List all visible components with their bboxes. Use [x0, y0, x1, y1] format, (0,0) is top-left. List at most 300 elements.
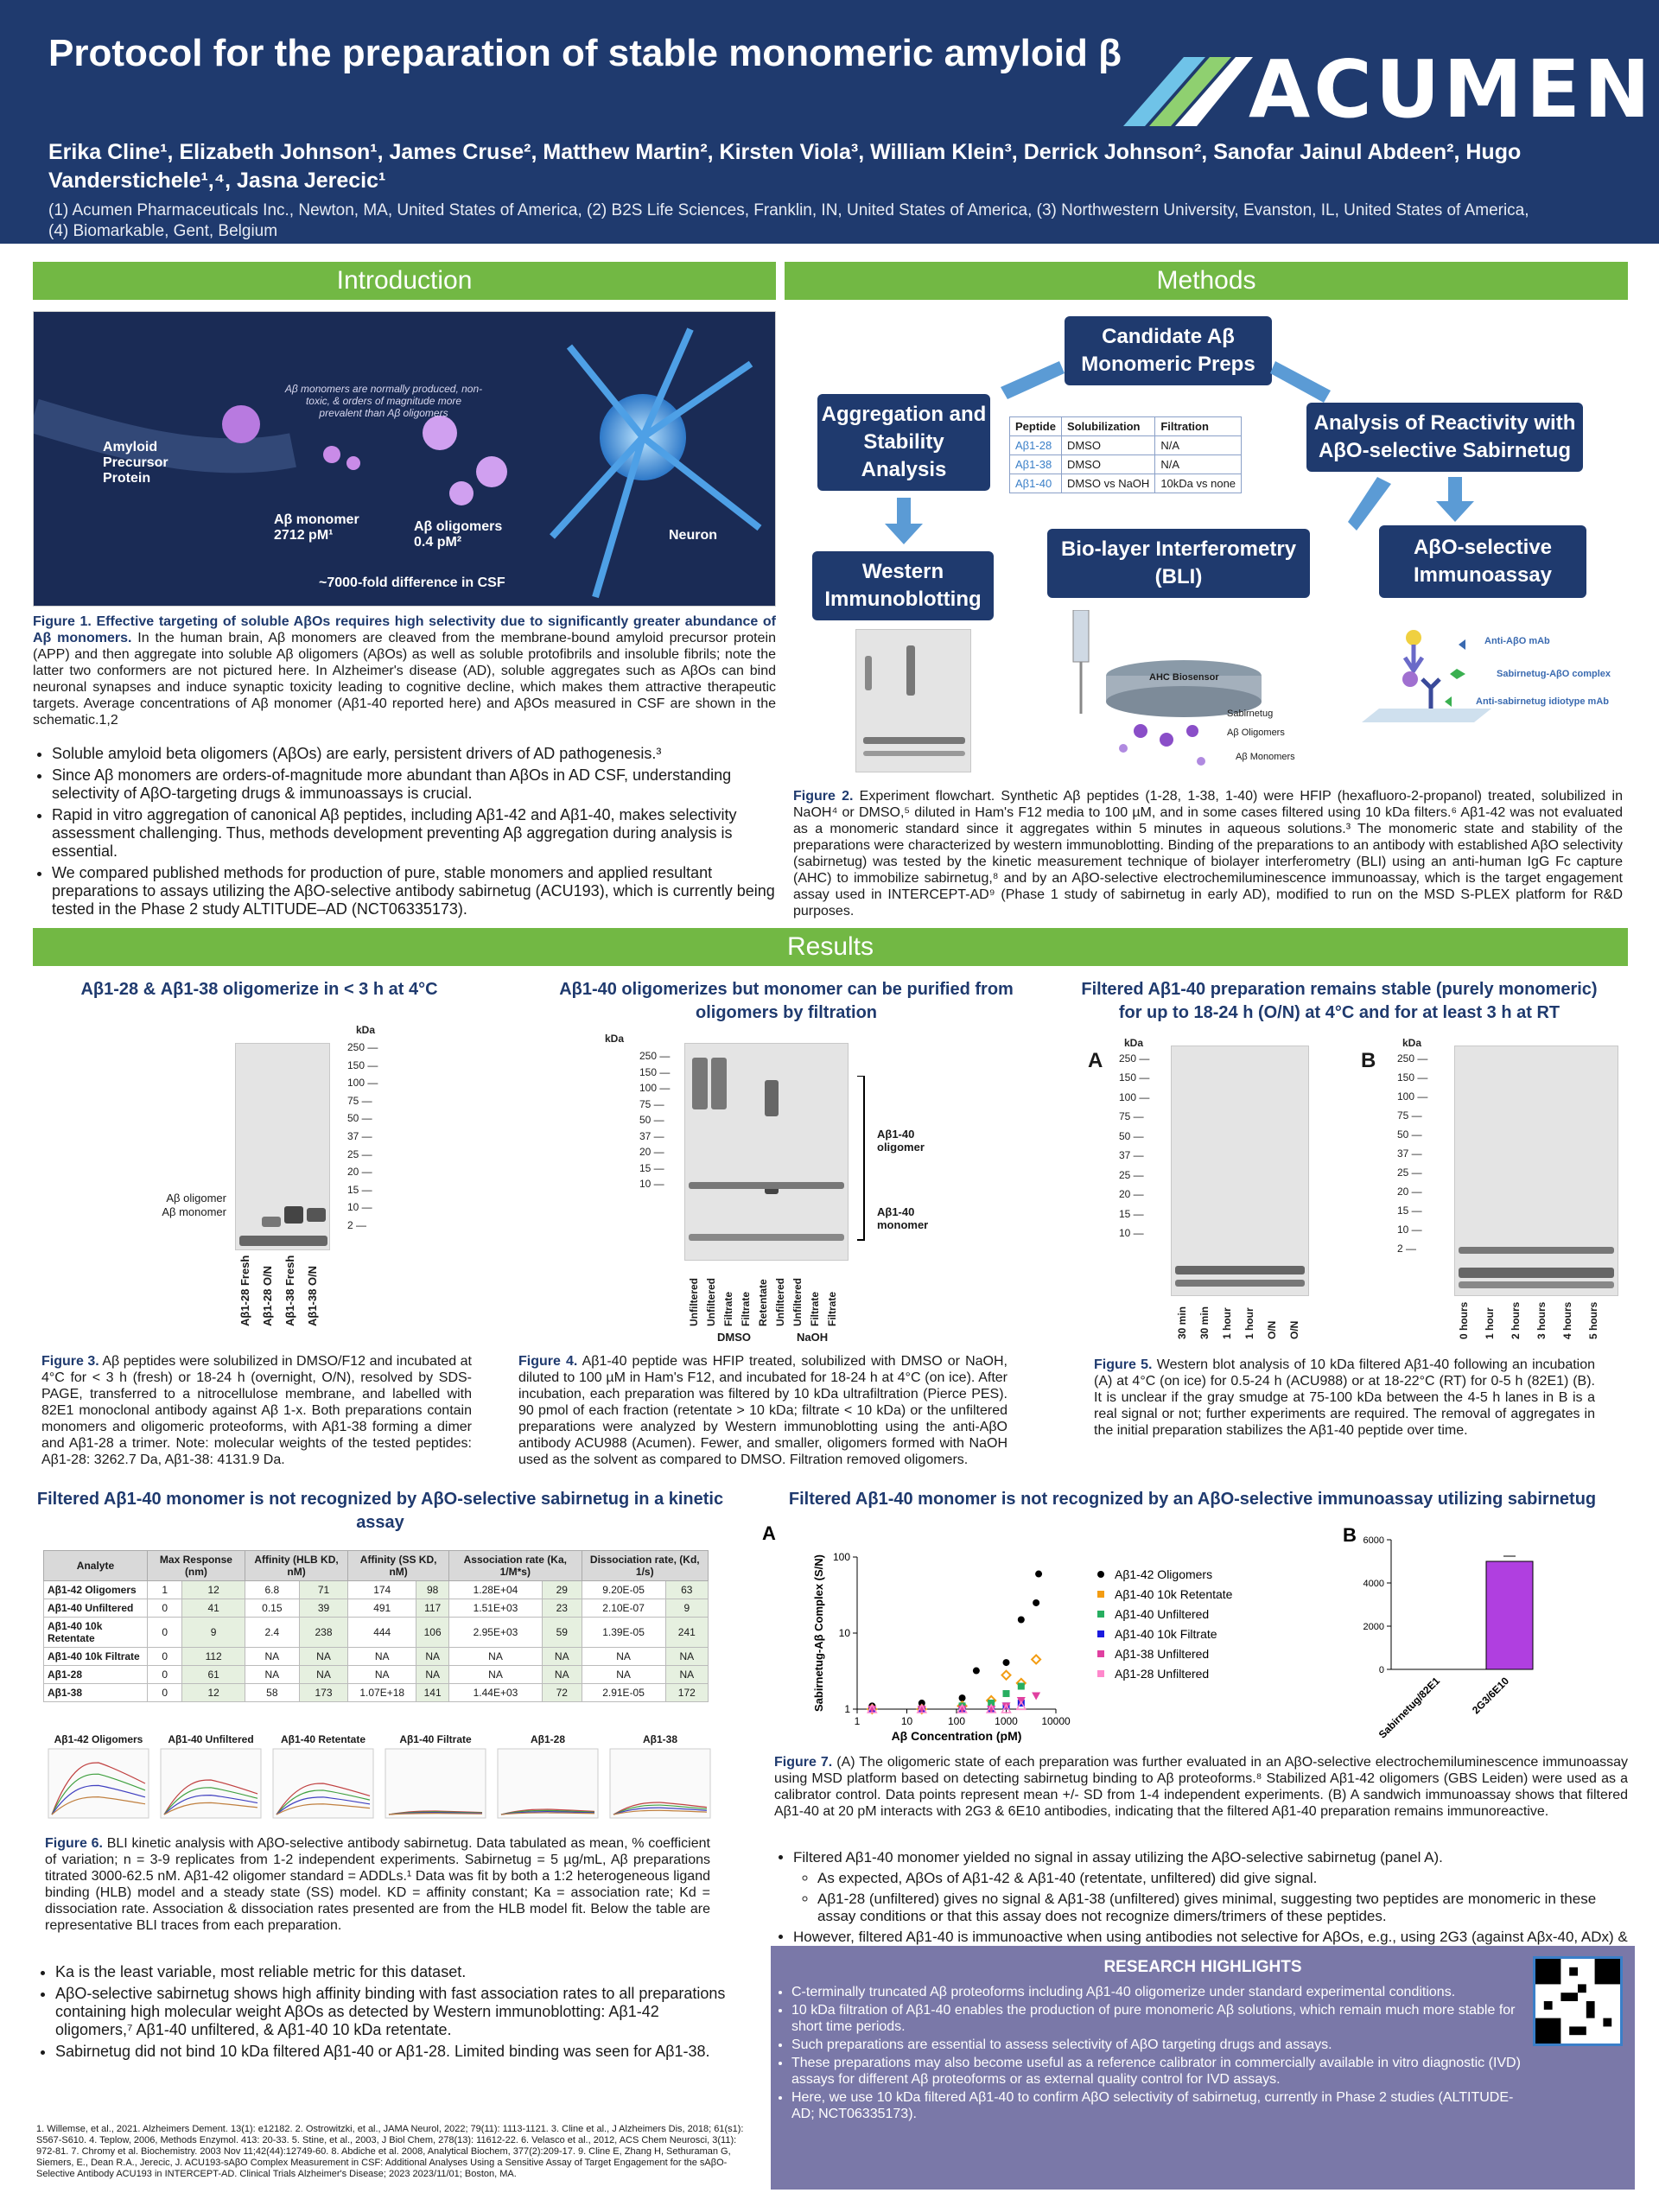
ladder-mark: 250 —	[1397, 1052, 1428, 1065]
figure-5-caption	[1094, 1357, 1595, 1439]
ladder-mark: 15 —	[1397, 1205, 1422, 1217]
figure-1-caption	[33, 613, 776, 728]
lane-label: 5 hours	[1587, 1301, 1599, 1339]
table-cell: 106	[416, 1618, 449, 1648]
table-cell: NA	[299, 1648, 347, 1666]
methods-candidate-box: Candidate Aβ Monomeric Preps	[1065, 316, 1272, 385]
intro-bullets	[33, 745, 776, 922]
ladder-mark: 15 —	[347, 1183, 372, 1196]
table-cell: 58	[245, 1684, 299, 1702]
methods-bli-box: Bio-layer Interferometry (BLI)	[1047, 529, 1310, 598]
bli-trace-label: Aβ1-38	[642, 1733, 677, 1745]
fig7-bullet: • However, filtered Aβ1-40 is immunoactive when using antibodies not selective for AβOs, e.g., using 2G3 (against Aβx-40, ADx) &	[793, 1929, 1630, 1963]
lane-label: Filtrate	[826, 1291, 838, 1326]
bli-trace-plot	[270, 1745, 377, 1823]
data-point	[1033, 1599, 1039, 1606]
data-point	[1032, 1656, 1040, 1664]
ladder-mark: 100 —	[347, 1077, 378, 1090]
table-cell: 39	[299, 1599, 347, 1618]
table-cell: NA	[299, 1666, 347, 1684]
legend-label: Aβ1-28 Unfiltered	[1115, 1667, 1210, 1681]
highlight-item: • C-terminally truncated Aβ proteoforms including Aβ1-40 oligomerize under standard experimental conditions.	[791, 1984, 1531, 2000]
table-cell: 1	[147, 1581, 181, 1599]
fig7-bullet: ◦ Aβ1-28 (unfiltered) gives no signal & Aβ1-38 (unfiltered) gives minimal, suggesting two peptides are monomeric in these assay conditions or that this assay does not recognize dimers/trimers of these peptides.	[817, 1891, 1630, 1925]
lane-label: 0 hours	[1458, 1301, 1470, 1339]
bli-bullets	[36, 1963, 728, 2064]
figure-6-caption	[45, 1835, 710, 1934]
legend-label: Aβ1-42 Oligomers	[1115, 1567, 1213, 1581]
results-heading-2: Aβ1-40 oligomerizes but monomer can be purified from oligomers by filtration	[559, 980, 1014, 1022]
figure-3-caption-title: Figure 3.	[41, 1354, 99, 1369]
fig3-monomer-label: Aβ monomer	[162, 1205, 226, 1218]
lane-label: O/N	[1266, 1320, 1278, 1339]
panel-label: A	[762, 1522, 776, 1544]
legend-marker	[1097, 1591, 1104, 1598]
kda-label: kDa	[605, 1033, 625, 1045]
results-heading-3: Filtered Aβ1-40 preparation remains stable (purely monomeric) for up to 18-24 h (O/N) at 4°C and for at least 3 h at RT	[1081, 980, 1598, 1022]
methods-aggregation-box: Aggregation and Stability Analysis	[817, 394, 990, 491]
methods-reactivity-box: Analysis of Reactivity with AβO-selective Sabirnetug	[1306, 403, 1583, 472]
bli-sab-label: Sabirnetug	[1227, 709, 1274, 719]
table-cell: 0	[147, 1599, 181, 1618]
ladder-mark: 100 —	[639, 1082, 671, 1094]
ladder-mark: 15 —	[1119, 1207, 1144, 1220]
table-cell: 29	[542, 1581, 582, 1599]
figure-6-caption-text: BLI kinetic analysis with AβO-selective antibody sabirnetug. Data tabulated as mean, % coefficient of variation; n = 3-9 replicates from 1-2 independent experiments. Sabirnetug = 5 µg/mL, Aβ preparations titrated 3000-62.5 nM. Aβ1-42 oligomer standard = ADDLs.¹ Data was fit by both a 1:2 heterogeneous ligand binding (HLB) model and a steady state (SS) model. KD = affinity constant; Ka = association rate; Kd = dissociation rate. Association & dissociation rates presented are from the HLB model fit. Below the table are representative BLI traces from each preparation.	[45, 1836, 710, 1933]
arrow-to-reactivity	[1270, 361, 1331, 403]
legend-marker	[1097, 1670, 1104, 1677]
fig3-lane-label: Aβ1-38 Fresh	[283, 1255, 296, 1326]
table-cell: NA	[665, 1666, 708, 1684]
ladder-mark: 2 —	[347, 1219, 367, 1231]
table-cell: NA	[542, 1648, 582, 1666]
table-cell: 61	[182, 1666, 245, 1684]
lane-label: Unfiltered	[705, 1277, 717, 1326]
x-tick-label: 1000	[995, 1715, 1018, 1727]
results-heading-5: Filtered Aβ1-40 monomer is not recognized by an AβO-selective immunoassay utilizing sabirnetug	[788, 1490, 1597, 1509]
bli-header: Max Response (nm)	[147, 1551, 245, 1581]
table-cell: 2.91E-05	[582, 1684, 665, 1702]
bli-trace-panel	[607, 1733, 714, 1828]
methods-western-blot-image	[855, 629, 971, 772]
table-cell: 241	[665, 1618, 708, 1648]
figure-7-caption-text: (A) The oligomeric state of each preparation was further evaluated in an AβO-selective electrochemiluminescence immunoassay using MSD platform based on detecting sabirnetug binding to Aβ proteoforms.⁸ Stabilized Aβ1-42 oligomers (GBS Leiden) were used as a calibrator control. Data points represent mean +/- SD from 1-4 independent experiments. (B) A sandwich immunoassay shows that filtered Aβ1-40 at 20 pM interacts with 2G3 & 6E10 antibodies, indicating that the filtered Aβ1-40 preparation remains immunoreactive.	[774, 1755, 1628, 1819]
legend-label: Aβ1-40 10k Filtrate	[1115, 1627, 1217, 1641]
ladder-mark: 20 —	[1397, 1185, 1422, 1198]
table-cell: 72	[542, 1684, 582, 1702]
data-point	[1018, 1617, 1025, 1624]
ladder-mark: 150 —	[1119, 1071, 1150, 1084]
table-cell: 173	[299, 1684, 347, 1702]
data-point	[1003, 1690, 1010, 1697]
ladder-mark: 37 —	[1119, 1149, 1144, 1162]
ia-label-2: Sabirnetug-AβO complex	[1497, 669, 1611, 679]
table-cell: Aβ1-28	[44, 1666, 148, 1684]
methods-table	[1009, 416, 1242, 493]
ladder-mark: 150 —	[1397, 1071, 1428, 1084]
mt-cell: Aβ1-40	[1010, 474, 1062, 493]
x-tick-label: 2G3/6E10	[1470, 1675, 1512, 1717]
table-cell: 59	[542, 1618, 582, 1648]
ladder-mark: 50 —	[1119, 1129, 1144, 1142]
figure-2-caption-title: Figure 2.	[793, 789, 854, 804]
figure-6-caption-title: Figure 6.	[45, 1836, 103, 1851]
methods-bli-schematic	[1054, 610, 1322, 774]
ladder-mark: 150 —	[639, 1065, 671, 1078]
ladder-mark: 20 —	[1119, 1188, 1144, 1201]
figure-2-caption-text: Experiment flowchart. Synthetic Aβ peptides (1-28, 1-38, 1-40) were HFIP (hexafluoro-2-propanol) treated, solubilized in NaOH⁴ or DMSO,⁵ diluted in Ham's F12 media to 100 µM, and in some cases filtered using 10 kDa filters.⁶ Aβ1-42 was not evaluated as a monomeric standard since it aggregates within 5 minutes in aqueous solutions.³ The monomeric state and stability of the preparations were characterized by western immunoblotting. Binding of the preparations to an antibody with established AβO selectivity (sabirnetug) was tested by the kinetic measurement technique of biolayer interferometry (BLI) using an anti-human IgG Fc capture (AHC) to immobilize sabirnetug,⁸ and by an AβO-selective electrochemiluminescence immunoassay, which is the target engagement assay used in INTERCEPT-AD⁹ (Phase 1 study of sabirnetug in early AD), modified to run on the MSD S-PLEX platform for R&D purposes.	[793, 789, 1623, 918]
x-tick-label: Sabirnetug/82E1	[1376, 1675, 1443, 1741]
bli-trace-plot	[157, 1745, 264, 1823]
logo-text: ACUMEN	[1249, 43, 1654, 136]
lane-label: Retentate	[757, 1279, 769, 1326]
figure-1-caption-text: In the human brain, Aβ monomers are cleaved from the membrane-bound amyloid precursor protein (APP) and then aggregate into soluble Aβ oligomers (AβOs) as well as soluble protofibrils and insoluble fibrils; note the latter two conformers are not pictured here. In Alzheimer's disease (AD), soluble aggregates such as AβOs can bind neuronal synapses and induce synaptic toxicity leading to cognitive decline, which makes them attractive therapeutic targets. Average concentrations of Aβ monomer (Aβ1-40 reported here) and AβOs measured in CSF are shown in the schematic.1,2	[33, 631, 776, 728]
figure-5-blots	[1084, 1037, 1629, 1348]
table-cell: 6.8	[245, 1581, 299, 1599]
figure-5-caption-title: Figure 5.	[1094, 1357, 1153, 1372]
mt-header: Solubilization	[1061, 417, 1154, 436]
bli-sensor-label: AHC Biosensor	[1149, 672, 1219, 683]
bli-header: Dissociation rate, (Kd, 1/s)	[582, 1551, 708, 1581]
bar	[1486, 1561, 1533, 1669]
bli-trace-label: Aβ1-40 Retentate	[280, 1733, 366, 1745]
data-point	[1002, 1671, 1011, 1680]
table-row	[44, 1581, 709, 1599]
fig3-lane-label: Aβ1-28 Fresh	[238, 1255, 251, 1326]
mt-cell: DMSO	[1061, 436, 1154, 455]
section-introduction: Introduction	[33, 262, 776, 300]
figure-1-schematic	[33, 311, 776, 607]
bli-trace-panel	[270, 1733, 377, 1828]
highlight-item: • These preparations may also become useful as a reference calibrator in commercially available in vitro diagnostic (IVD) assays for different Aβ proteoforms or as external quality control for IVD assays.	[791, 2055, 1531, 2088]
y-tick-label: 10	[838, 1627, 850, 1639]
x-tick-label: 100	[947, 1715, 966, 1727]
bli-bullet: • Ka is the least variable, most reliable metric for this dataset.	[55, 1963, 728, 1981]
ladder-mark: 37 —	[1397, 1147, 1422, 1160]
table-cell: NA	[245, 1666, 299, 1684]
table-cell: 12	[182, 1581, 245, 1599]
legend-marker	[1097, 1611, 1104, 1618]
figure-1-caption-title: Figure 1. Effective targeting of soluble AβOs requires high selectivity due to significantly greater abundance of Aβ monomers.	[33, 614, 776, 645]
lane-label: 4 hours	[1561, 1301, 1573, 1339]
legend-label: Aβ1-38 Unfiltered	[1115, 1647, 1210, 1661]
figure-4-caption	[518, 1353, 1007, 1468]
table-cell: 1.07E+18	[348, 1684, 416, 1702]
table-cell: NA	[416, 1666, 449, 1684]
lane-label: 1 hour	[1243, 1307, 1255, 1339]
ia-label-3: Anti-sabirnetug idiotype mAb	[1476, 696, 1609, 707]
table-cell: NA	[348, 1648, 416, 1666]
fig3-lane-label: Aβ1-38 O/N	[306, 1265, 319, 1326]
results-heading-4: Filtered Aβ1-40 monomer is not recognized by AβO-selective sabirnetug in a kinetic assay	[36, 1490, 724, 1532]
figure-3-caption-text: Aβ peptides were solubilized in DMSO/F12 and incubated at 4°C for < 3 h (fresh) or 18-24 h (overnight, O/N), resolved by SDS-PAGE, transferred to a nitrocellulose membrane, and labelled with 82E1 monoclonal antibody against Aβ 1-x. Both preparations contain monomers and oligomeric proteoforms, with Aβ1-38 forming a dimer and Aβ1-28 a trimer. Note: molecular weights of the tested peptides: Aβ1-28: 3262.7 Da, Aβ1-38: 4131.9 Da.	[41, 1354, 473, 1467]
table-cell: 1.51E+03	[449, 1599, 543, 1618]
qr-code[interactable]	[1533, 1956, 1623, 2046]
figure-7a-chart	[762, 1522, 1350, 1747]
table-cell: 112	[182, 1648, 245, 1666]
figure-3-blot	[130, 1024, 389, 1326]
figure-7b-chart	[1331, 1522, 1590, 1747]
figure-5-caption-text: Western blot analysis of 10 kDa filtered Aβ1-40 following an incubation (A) at 4°C (on ice) for 0.5-24 h (ACU988) or at 18-22°C (RT) for 0-5 h (82E1) (B). It is unclear if the gray smudge at 75-100 kDa between the 4-5 h lanes in B is a real signal or not; further experiments are required. The removal of aggregates in the initial preparation stabilizes the Aβ1-40 peptide over time.	[1094, 1357, 1596, 1438]
ladder-mark: 75 —	[1119, 1110, 1144, 1123]
intro-bullet: • Since Aβ monomers are orders-of-magnitude more abundant than AβOs in AD CSF, understanding selectivity of AβO-targeting drugs & immunoassays is crucial.	[52, 766, 776, 803]
label-fold-difference: ~7000-fold difference in CSF	[319, 575, 505, 590]
table-cell: 1.44E+03	[449, 1684, 543, 1702]
label-oligomers: Aβ oligomers 0.4 pM²	[414, 519, 503, 550]
fig7-bullet: ◦ As expected, AβOs of Aβ1-42 & Aβ1-40 (retentate, unfiltered) did give signal.	[817, 1870, 1630, 1887]
table-row	[44, 1684, 709, 1702]
y-tick-label: 4000	[1363, 1579, 1384, 1589]
lane-label: 30 min	[1198, 1306, 1211, 1339]
ladder-mark: 10 —	[1119, 1227, 1144, 1239]
table-cell: 1.28E+04	[449, 1581, 543, 1599]
section-methods: Methods	[785, 262, 1628, 300]
table-cell: 0	[147, 1648, 181, 1666]
fig4-monomer-label: Aβ1-40 monomer	[877, 1205, 929, 1231]
bli-olig-label: Aβ Oligomers	[1227, 728, 1285, 738]
highlight-item: • Such preparations are essential to assess selectivity of AβO targeting drugs and assays.	[791, 2037, 1531, 2053]
highlight-item: • 10 kDa filtration of Aβ1-40 enables the production of pure monomeric Aβ solutions, which remain much more stable for short time periods.	[791, 2002, 1531, 2035]
label-monomer: Aβ monomer 2712 pM¹	[274, 512, 359, 543]
ladder-mark: 37 —	[347, 1130, 372, 1142]
mt-cell: Aβ1-28	[1010, 436, 1062, 455]
table-cell: 491	[348, 1599, 416, 1618]
ia-label-1: Anti-AβO mAb	[1484, 636, 1550, 646]
fig3-lane-label: Aβ1-28 O/N	[261, 1265, 274, 1326]
ladder-mark: 25 —	[1119, 1168, 1144, 1181]
data-point	[1032, 1693, 1040, 1700]
table-cell: 9	[665, 1599, 708, 1618]
table-cell: 2.95E+03	[449, 1618, 543, 1648]
data-point	[1018, 1683, 1025, 1690]
bli-trace-label: Aβ1-40 Filtrate	[399, 1733, 472, 1745]
table-cell: Aβ1-40 10k Retentate	[44, 1618, 148, 1648]
table-cell: NA	[449, 1648, 543, 1666]
table-cell: NA	[542, 1666, 582, 1684]
table-row	[44, 1599, 709, 1618]
bli-header: Analyte	[44, 1551, 148, 1581]
ladder-mark: 2 —	[1397, 1243, 1417, 1255]
table-cell: 172	[665, 1684, 708, 1702]
table-cell: 2.4	[245, 1618, 299, 1648]
y-axis-label: Sabirnetug-Aβ Complex (S/N)	[812, 1554, 825, 1712]
fig3-oligomer-label: Aβ oligomer	[166, 1192, 226, 1205]
poster-title: Protocol for the preparation of stable monomeric amyloid β	[48, 32, 1122, 74]
table-cell: 41	[182, 1599, 245, 1618]
ladder-mark: 20 —	[639, 1146, 664, 1158]
table-cell: 12	[182, 1684, 245, 1702]
table-cell: 444	[348, 1618, 416, 1648]
lane-label: 1 hour	[1484, 1307, 1496, 1339]
bli-trace-plot	[607, 1745, 714, 1823]
bli-trace-plot	[45, 1745, 152, 1823]
table-cell: 238	[299, 1618, 347, 1648]
bli-trace-panel	[494, 1733, 601, 1828]
table-row	[44, 1666, 709, 1684]
lane-label: 3 hours	[1535, 1301, 1548, 1339]
table-cell: 174	[348, 1581, 416, 1599]
data-point	[959, 1694, 966, 1701]
table-cell: Aβ1-42 Oligomers	[44, 1581, 148, 1599]
bli-trace-panel	[45, 1733, 152, 1828]
kda-label: kDa	[1124, 1037, 1144, 1049]
ladder-mark: 15 —	[639, 1161, 664, 1174]
lane-label: Unfiltered	[774, 1277, 786, 1326]
table-cell: 0	[147, 1618, 181, 1648]
table-cell: 0	[147, 1666, 181, 1684]
fig4-group-naoh: NaOH	[797, 1331, 829, 1344]
bli-trace-plot	[382, 1745, 489, 1823]
fig5-panel-a: A	[1088, 1049, 1103, 1072]
bli-trace-label: Aβ1-40 Unfiltered	[168, 1733, 254, 1745]
methods-immunoassay-box: AβO-selective Immunoassay	[1379, 525, 1586, 598]
lane-label: Filtrate	[740, 1291, 752, 1326]
table-cell: NA	[348, 1666, 416, 1684]
figure-3-caption	[41, 1353, 472, 1468]
table-row	[44, 1648, 709, 1666]
references: 1. Willemse, et al., 2021. Alzheimers Dement. 13(1): e12182. 2. Ostrowitzki, et al., JAMA Neurol, 2022; 79(11): 1113-1121. 3. Cline et al., J Alzheimers Dis, 2018; 61(s1): S567-S610. 4. Teplow, 2006, Methods Enzymol. 413: 20-33. 5. Stine, et al., 2003, J Biol Chem, 278(13): 11612-22. 6. Velasco et al., 2012, ACS Chem Neurosci, 3(11): 972-81. 7. Chromy et al. Biochemistry. 2003 Nov 11;42(44):12749-60. 8. Abdiche et al. 2008, Analytical Biochem, 377(2):209-17. 9. Cline E, Zhang H, Sethuraman G, Siemers, E., Dean R.A., Jerecic, J. ACU193-sAβO Complex Measurement in CSF: Additional Analyses Using a Sensitive Assay of Target Engagement for the sAβO-Selective Antibody ACU193 in INTERCEPT-AD. Clinical Trials Alzheimer's Disease; 2023 2023/11/01; Boston, MA.	[36, 2124, 744, 2179]
table-cell: NA	[582, 1666, 665, 1684]
y-tick-label: 6000	[1363, 1535, 1384, 1546]
legend-marker	[1097, 1650, 1104, 1657]
legend-label: Aβ1-40 Unfiltered	[1115, 1607, 1210, 1621]
lane-label: 2 hours	[1510, 1301, 1522, 1339]
ladder-mark: 25 —	[1397, 1166, 1422, 1179]
ladder-mark: 10 —	[347, 1201, 372, 1214]
ladder-mark: 250 —	[639, 1050, 671, 1062]
intro-bullet: • Rapid in vitro aggregation of canonical Aβ peptides, including Aβ1-42 and Aβ1-40, makes selectivity assessment challenging. Thus, methods development preventing Aβ aggregation during analysis is essential.	[52, 806, 776, 861]
x-tick-label: 10	[900, 1715, 913, 1727]
table-cell: NA	[665, 1648, 708, 1666]
y-tick-label: 2000	[1363, 1622, 1384, 1632]
bli-header: Association rate (Ka, 1/M*s)	[449, 1551, 582, 1581]
y-tick-label: 100	[832, 1551, 850, 1563]
highlights-title: RESEARCH HIGHLIGHTS	[1103, 1958, 1302, 1976]
table-cell: 9.20E-05	[582, 1581, 665, 1599]
bli-trace-panel	[382, 1733, 489, 1828]
bli-trace-label: Aβ1-28	[530, 1733, 565, 1745]
ladder-mark: 250 —	[347, 1041, 378, 1053]
methods-immunoassay-schematic	[1362, 619, 1630, 740]
bli-trace-label: Aβ1-42 Oligomers	[54, 1733, 143, 1745]
ladder-mark: 75 —	[347, 1094, 372, 1107]
intro-bullet: • We compared published methods for production of pure, stable monomers and applied resultant preparations to assays utilizing the AβO-selective antibody sabirnetug (ACU193), which is currently being tested in the Phase 2 study ALTITUDE–AD (NCT06335173).	[52, 864, 776, 918]
ladder-mark: 37 —	[639, 1129, 664, 1142]
lane-label: 1 hour	[1221, 1307, 1233, 1339]
table-cell: 23	[542, 1599, 582, 1618]
research-highlights	[771, 1946, 1635, 2190]
legend-marker	[1097, 1571, 1104, 1578]
table-cell: 141	[416, 1684, 449, 1702]
kda-label: kDa	[1402, 1037, 1422, 1049]
bli-trace-plot	[494, 1745, 601, 1823]
bli-header: Affinity (HLB KD, nM)	[245, 1551, 347, 1581]
ladder-mark: 25 —	[347, 1147, 372, 1160]
fig7-bullet: • Filtered Aβ1-40 monomer yielded no signal in assay utilizing the AβO-selective sabirnetug (panel A).	[793, 1849, 1630, 1866]
acumen-logo	[1123, 36, 1654, 140]
ladder-mark: 150 —	[347, 1058, 378, 1071]
table-cell: 9	[182, 1618, 245, 1648]
figure-4-caption-title: Figure 4.	[518, 1354, 578, 1369]
bli-header: Affinity (SS KD, nM)	[348, 1551, 449, 1581]
figure-4-caption-text: Aβ1-40 peptide was HFIP treated, solubilized with DMSO or NaOH, diluted to 100 µM in Ham's F12, and incubated for 18-24 h at 4°C (on ice). After incubation, each preparation was filtered by 10 kDa ultrafiltration (Pierce PES). 90 pmol of each fraction (retentate > 10 kDa; filtrate < 10 kDa) or the unfiltered preparations were analyzed by Western immunoblotting using the anti-AβO antibody ACU988 (Acumen). Fewer, and smaller, oligomers formed with NaOH used as the solvent as compared to DMSO. Filtration removed oligomers.	[518, 1354, 1007, 1467]
figure-7-caption	[774, 1754, 1628, 1820]
table-cell: Aβ1-38	[44, 1684, 148, 1702]
data-point	[1035, 1571, 1042, 1578]
figure-2-caption	[793, 788, 1623, 919]
data-point	[1003, 1659, 1010, 1666]
ladder-mark: 20 —	[347, 1166, 372, 1179]
panel-label: B	[1343, 1524, 1357, 1546]
fig5-panel-b: B	[1361, 1049, 1376, 1072]
ladder-mark: 75 —	[639, 1097, 664, 1110]
arrow-to-aggregation	[1001, 361, 1065, 399]
highlights-list	[791, 1984, 1531, 2122]
label-app: Amyloid Precursor Protein	[103, 440, 168, 486]
mt-cell: 10kDa vs none	[1155, 474, 1242, 493]
bli-kinetics-table	[43, 1550, 709, 1702]
bli-bullet: • AβO-selective sabirnetug shows high affinity binding with fast association rates to all preparations containing high molecular weight AβOs as detected by Western immunoblotting: Aβ1-42 oligomers,⁷ Aβ1-40 unfiltered, & Aβ1-40 10 kDa retentate.	[55, 1985, 728, 2039]
highlight-item: • Here, we use 10 kDa filtered Aβ1-40 to confirm AβO selectivity of sabirnetug, currently in Phase 2 studies (ALTITUDE-AD; NCT06335173).	[791, 2089, 1531, 2122]
ladder-mark: 50 —	[347, 1112, 372, 1125]
affiliations: (1) Acumen Pharmaceuticals Inc., Newton, MA, United States of America, (2) B2S Life Sciences, Franklin, IN, United States of America, (3) Northwestern University, Evanston, IL, United States of America, (4) Biomarkable, Gent, Belgium	[48, 201, 1529, 240]
bli-trace-panel	[157, 1733, 264, 1828]
mt-header: Peptide	[1010, 417, 1062, 436]
mt-header: Filtration	[1155, 417, 1242, 436]
figure-4-blot	[605, 1024, 968, 1352]
lane-label: 30 min	[1176, 1306, 1188, 1339]
authors: Erika Cline¹, Elizabeth Johnson¹, James Cruse², Matthew Martin², Kirsten Viola³, William Klein³, Derrick Johnson², Sanofar Jainul Abdeen², Hugo Vanderstichele¹,⁴, Jasna Jerecic¹	[48, 140, 1522, 193]
table-cell: Aβ1-40 Unfiltered	[44, 1599, 148, 1618]
x-axis-label: Aβ Concentration (pM)	[891, 1729, 1022, 1743]
section-results: Results	[33, 928, 1628, 966]
lane-label: Filtrate	[809, 1291, 821, 1326]
mt-cell: N/A	[1155, 436, 1242, 455]
label-note: Aβ monomers are normally produced, non-toxic, & orders of magnitude more prevalent than Aβ oligomers	[284, 383, 483, 419]
fig4-oligomer-label: Aβ1-40 oligomer	[877, 1128, 925, 1154]
table-row	[44, 1618, 709, 1648]
ladder-mark: 100 —	[1119, 1090, 1150, 1103]
bli-traces	[45, 1733, 719, 1828]
ladder-mark: 50 —	[639, 1114, 664, 1126]
data-point	[973, 1668, 980, 1675]
table-cell: 1.39E-05	[582, 1618, 665, 1648]
ladder-mark: 50 —	[1397, 1128, 1422, 1141]
fig4-group-dmso: DMSO	[717, 1331, 751, 1344]
table-cell: 63	[665, 1581, 708, 1599]
bli-table-body	[44, 1581, 709, 1702]
ladder-mark: 10 —	[1397, 1224, 1422, 1236]
ladder-mark: 100 —	[1397, 1090, 1428, 1103]
lane-label: Unfiltered	[791, 1277, 804, 1326]
table-cell: NA	[416, 1648, 449, 1666]
methods-western-box: Western Immunoblotting	[812, 551, 994, 620]
figure-7-caption-title: Figure 7.	[774, 1755, 833, 1770]
mt-cell: DMSO vs NaOH	[1061, 474, 1154, 493]
legend-marker	[1097, 1630, 1104, 1637]
lane-label: Unfiltered	[688, 1277, 700, 1326]
table-cell: NA	[582, 1648, 665, 1666]
intro-bullet: • Soluble amyloid beta oligomers (AβOs) are early, persistent drivers of AD pathogenesis.³	[52, 745, 776, 763]
lane-label: O/N	[1288, 1320, 1300, 1339]
y-tick-label: 1	[844, 1703, 850, 1715]
lane-label: Filtrate	[722, 1291, 734, 1326]
mt-cell: DMSO	[1061, 455, 1154, 474]
label-neuron: Neuron	[669, 528, 717, 543]
poster-header	[0, 0, 1659, 244]
table-cell: NA	[245, 1648, 299, 1666]
bli-bullet: • Sabirnetug did not bind 10 kDa filtered Aβ1-40 or Aβ1-28. Limited binding was seen for Aβ1-38.	[55, 2043, 728, 2061]
